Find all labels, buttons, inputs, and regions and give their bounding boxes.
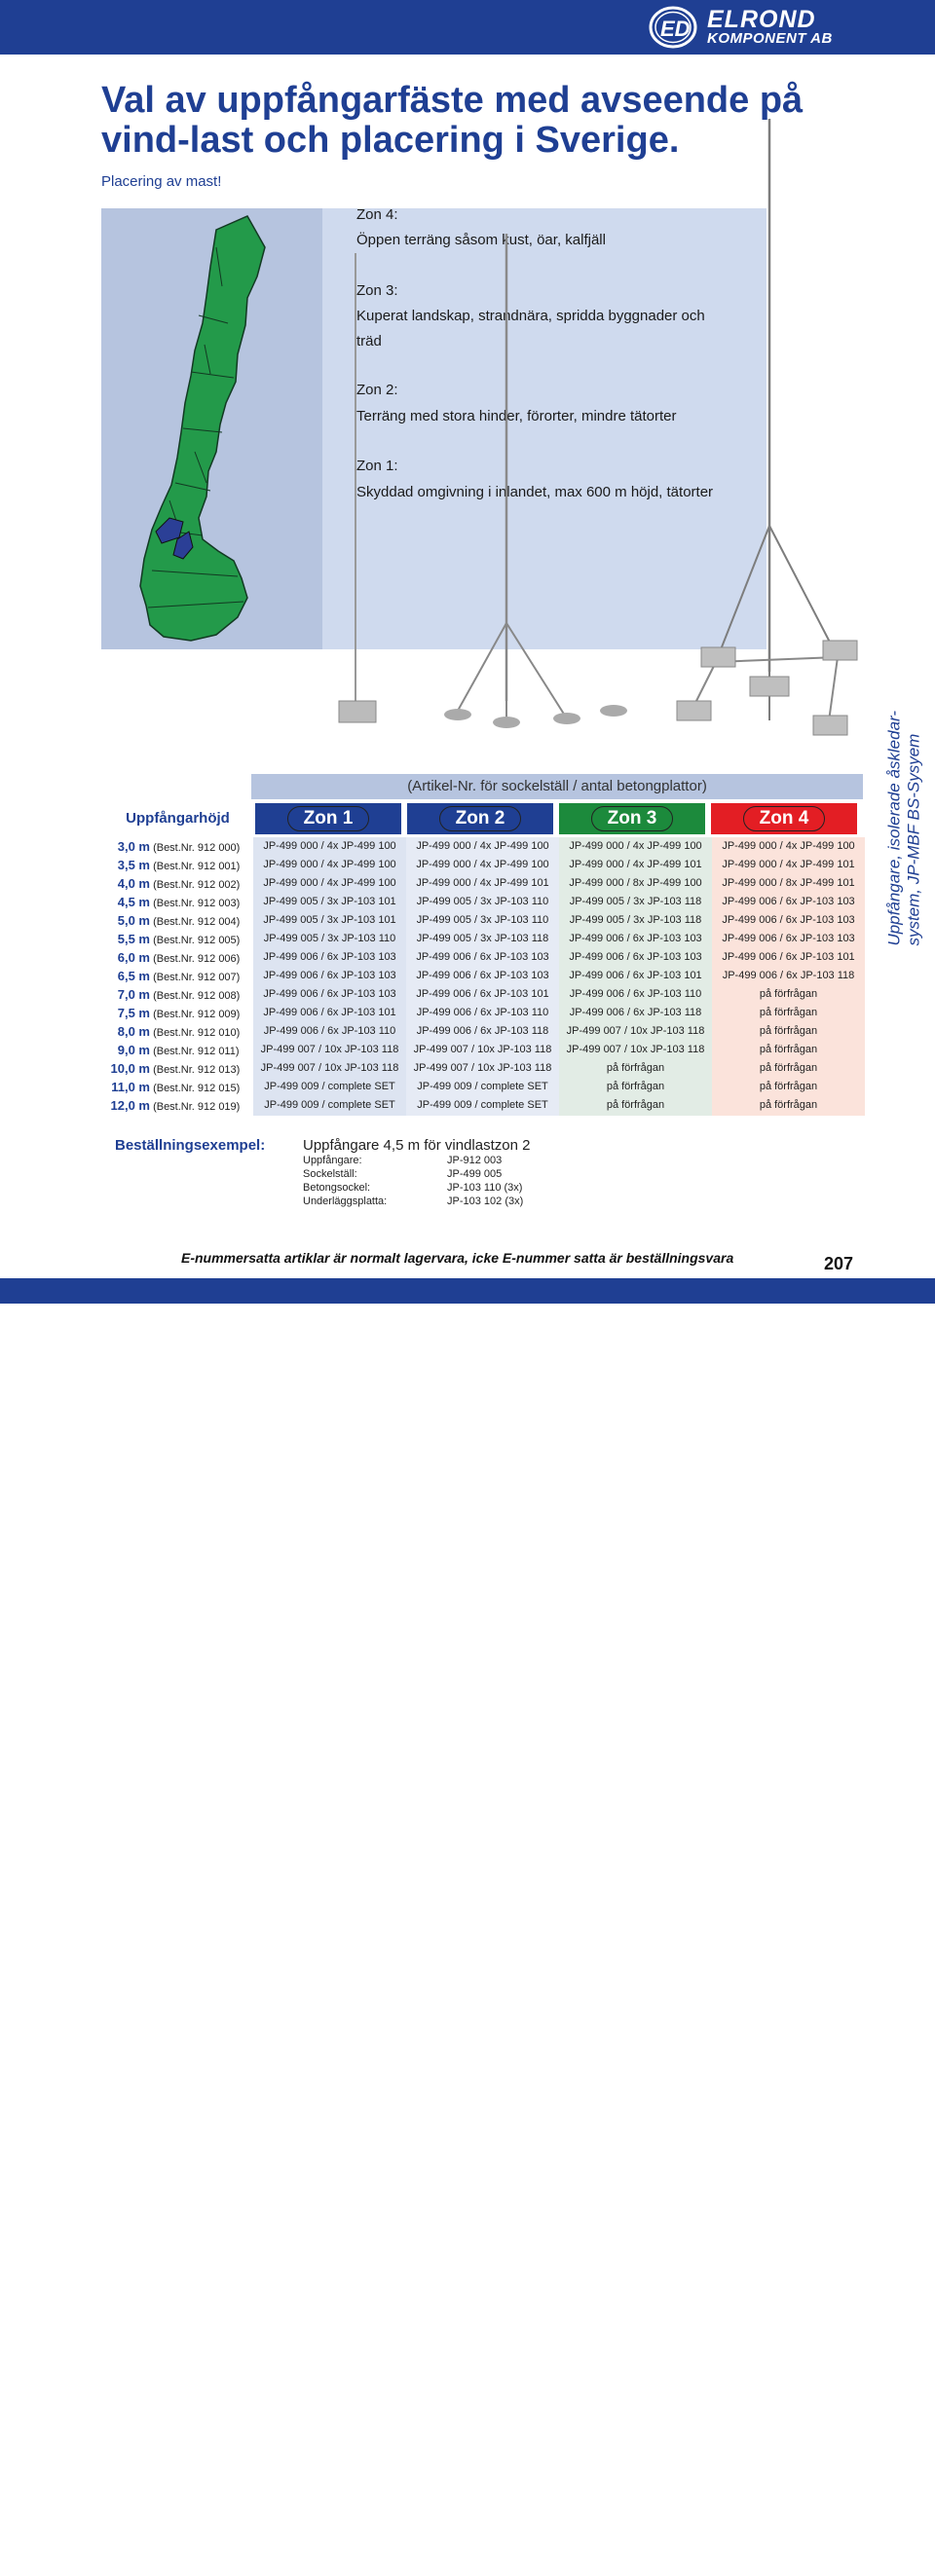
table-cell: på förfrågan [759,1099,818,1111]
table-cell: JP-499 006 / 6x JP-103 103 [263,970,396,981]
table-cell: JP-499 006 / 6x JP-103 101 [263,1007,396,1018]
height-row [107,1059,251,1078]
order-number: (Best.Nr. 912 011) [153,1046,240,1057]
height-row [107,1078,251,1096]
table-cell: JP-499 007 / 10x JP-103 118 [413,1062,552,1074]
zone2-label: Zon 2: [356,382,398,398]
height-value: 12,0 m [110,1098,150,1113]
order-item-value: JP-103 110 (3x) [447,1182,523,1194]
table-cell: på förfrågan [759,1044,818,1055]
order-item-key: Betongsockel: [303,1182,371,1194]
side-caption-line2: system, JP-MBF BS-Sysyem [904,733,922,946]
mast-illustration [321,117,867,750]
table-cell: JP-499 007 / 10x JP-103 118 [566,1044,705,1055]
page-title: Val av uppfångarfäste med avseende på vind-last och placering i Sverige. [101,80,804,162]
table-cell: JP-499 009 / complete SET [417,1099,548,1111]
table-cell: på förfrågan [759,1025,818,1037]
height-column [107,837,251,1115]
table-cell: på förfrågan [606,1081,665,1092]
logo-badge-text: ED [660,17,691,41]
brand-subname: KOMPONENT AB [707,30,833,47]
table-cell: JP-499 009 / complete SET [417,1081,548,1092]
zone2-header-label: Zon 2 [439,806,522,831]
order-number: (Best.Nr. 912 019) [153,1101,241,1113]
table-cell: JP-499 006 / 6x JP-103 110 [569,988,702,1000]
zone3-header [559,803,705,834]
table-cell: JP-499 006 / 6x JP-103 103 [416,970,549,981]
height-column-header: Uppfångarhöjd [126,810,230,827]
table-cell: på förfrågan [606,1099,665,1111]
table-cell: JP-499 007 / 10x JP-103 118 [566,1025,705,1037]
table-cell: JP-499 000 / 8x JP-499 100 [569,877,702,889]
zone1-header-label: Zon 1 [287,806,370,831]
table-caption: (Artikel-Nr. för sockelställ / antal betongplattor) [251,774,863,799]
table-cell: JP-499 005 / 3x JP-103 118 [569,914,702,926]
table-cell: JP-499 000 / 4x JP-499 101 [722,859,855,870]
table-cell: JP-499 006 / 6x JP-103 103 [569,933,702,944]
header-bar [0,0,935,55]
side-caption-line1: Uppfångare, isolerade åskledar- [884,710,904,946]
table-cell: på förfrågan [606,1062,665,1074]
table-cell: JP-499 000 / 8x JP-499 101 [722,877,855,889]
height-value: 5,5 m [117,932,150,946]
height-value: 4,5 m [117,895,150,909]
zone1-header [255,803,401,834]
zone2-column [406,837,559,1116]
table-cell: JP-499 007 / 10x JP-103 118 [260,1062,399,1074]
height-value: 7,0 m [117,987,150,1002]
table-cell: JP-499 006 / 6x JP-103 118 [722,970,855,981]
table-cell: JP-499 007 / 10x JP-103 118 [413,1044,552,1055]
height-row [107,874,251,893]
table-cell: JP-499 006 / 6x JP-103 101 [569,970,702,981]
height-row [107,985,251,1004]
page-number: 207 [824,1254,854,1273]
height-value: 6,5 m [117,969,150,983]
table-cell: JP-499 006 / 6x JP-103 103 [722,896,855,907]
table-cell: JP-499 000 / 4x JP-499 101 [416,877,549,889]
zone1-column [253,837,406,1116]
table-cell: JP-499 000 / 4x JP-499 101 [569,859,702,870]
contact-info: Tel: 08-449 80 80 www.elrond.se info@elrond.se [261,2560,706,2576]
zone4-desc: Öppen terräng såsom kust, öar, kalfjäll [356,232,606,248]
table-cell: JP-499 000 / 4x JP-499 100 [569,840,702,852]
zone1-desc: Skyddad omgivning i inlandet, max 600 m höjd, tätorter [356,484,714,500]
height-row [107,1041,251,1059]
height-row [107,837,251,856]
zone2-header [407,803,553,834]
sweden-map-panel [101,208,322,649]
order-number: (Best.Nr. 912 008) [153,990,241,1002]
table-cell: JP-499 000 / 4x JP-499 100 [416,859,549,870]
order-example-label: Beställningsexempel: [115,1137,266,1154]
zone4-label: Zon 4: [356,206,398,223]
table-cell: JP-499 005 / 3x JP-103 118 [569,896,702,907]
zone2-desc: Terräng med stora hinder, förorter, mindre tätorter [356,408,677,424]
table-cell: JP-499 006 / 6x JP-103 110 [263,1025,396,1037]
height-value: 5,0 m [117,913,150,928]
table-cell: JP-499 005 / 3x JP-103 118 [416,933,549,944]
height-value: 11,0 m [111,1080,150,1094]
height-row [107,1096,251,1115]
table-cell: på förfrågan [759,1007,818,1018]
footer-bar [0,1278,935,2576]
table-cell: på förfrågan [759,1081,818,1092]
table-cell: JP-499 006 / 6x JP-103 101 [722,951,855,963]
order-item-value: JP-912 003 [447,1155,503,1166]
table-cell: JP-499 005 / 3x JP-103 101 [263,896,396,907]
table-cell: JP-499 006 / 6x JP-103 103 [416,951,549,963]
table-cell: JP-499 009 / complete SET [264,1081,395,1092]
order-item-value: JP-499 005 [447,1168,503,1180]
table-cell: JP-499 000 / 4x JP-499 100 [416,840,549,852]
height-value: 9,0 m [117,1043,150,1057]
table-cell: JP-499 005 / 3x JP-103 110 [416,914,549,926]
height-row [107,967,251,985]
height-value: 6,0 m [117,950,150,965]
table-cell: JP-499 000 / 4x JP-499 100 [722,840,855,852]
order-item [303,1182,523,1194]
height-row [107,911,251,930]
height-row [107,856,251,874]
table-cell: JP-499 006 / 6x JP-103 103 [263,951,396,963]
order-number: (Best.Nr. 912 006) [153,953,241,965]
order-number: (Best.Nr. 912 003) [153,898,241,909]
height-value: 4,0 m [117,876,150,891]
height-row [107,948,251,967]
height-value: 3,5 m [117,858,150,872]
zone4-column [712,837,865,1116]
height-row [107,1022,251,1041]
height-row [107,930,251,948]
table-cell: JP-499 005 / 3x JP-103 110 [263,933,396,944]
order-number: (Best.Nr. 912 004) [153,916,241,928]
height-value: 7,5 m [117,1006,150,1020]
zone3-header-label: Zon 3 [591,806,674,831]
height-value: 3,0 m [117,839,150,854]
height-row [107,1004,251,1022]
table-cell: JP-499 006 / 6x JP-103 103 [722,933,855,944]
side-caption [875,654,933,946]
order-number: (Best.Nr. 912 009) [153,1009,241,1020]
order-number: (Best.Nr. 912 010) [153,1027,241,1039]
zone3-column [559,837,712,1116]
table-cell: på förfrågan [759,1062,818,1074]
zone4-header [711,803,857,834]
table-cell: JP-499 006 / 6x JP-103 103 [569,951,702,963]
footnote: E-nummersatta artiklar är normalt lagervara, icke E-nummer satta är beställningsvara [181,1250,734,1266]
table-cell: JP-499 006 / 6x JP-103 101 [416,988,549,1000]
order-number: (Best.Nr. 912 005) [153,935,241,946]
height-row [107,893,251,911]
table-cell: JP-499 005 / 3x JP-103 101 [263,914,396,926]
height-value: 10,0 m [110,1061,150,1076]
order-number: (Best.Nr. 912 000) [153,842,241,854]
table-cell: JP-499 006 / 6x JP-103 103 [722,914,855,926]
table-cell: JP-499 005 / 3x JP-103 110 [416,896,549,907]
order-item [303,1196,524,1207]
table-cell: JP-499 006 / 6x JP-103 118 [416,1025,549,1037]
table-cell: på förfrågan [759,988,818,1000]
table-cell: JP-499 009 / complete SET [264,1099,395,1111]
order-number: (Best.Nr. 912 001) [153,861,241,872]
order-item-value: JP-103 102 (3x) [447,1196,524,1207]
zone3-desc-cont: träd [356,333,382,350]
order-number: (Best.Nr. 912 015) [153,1083,241,1094]
sweden-map-image [101,208,322,649]
elrond-logo-icon [649,6,697,49]
order-item [303,1168,503,1180]
table-cell: JP-499 006 / 6x JP-103 110 [416,1007,549,1018]
zone3-label: Zon 3: [356,282,398,299]
order-number: (Best.Nr. 912 007) [153,972,241,983]
table-cell: JP-499 007 / 10x JP-103 118 [260,1044,399,1055]
table-cell: JP-499 006 / 6x JP-103 118 [569,1007,702,1018]
order-item-key: Underläggsplatta: [303,1196,388,1207]
order-example-title: Uppfångare 4,5 m för vindlastzon 2 [303,1137,531,1154]
table-cell: JP-499 006 / 6x JP-103 103 [263,988,396,1000]
order-item [303,1155,503,1166]
zone1-label: Zon 1: [356,458,398,474]
table-cell: JP-499 000 / 4x JP-499 100 [263,840,396,852]
zone3-desc: Kuperat landskap, strandnära, spridda byggnader och [356,308,705,324]
order-item-key: Sockelställ: [303,1168,357,1180]
order-number: (Best.Nr. 912 013) [153,1064,241,1076]
order-number: (Best.Nr. 912 002) [153,879,241,891]
page-subtitle: Placering av mast! [101,173,222,190]
brand-name: ELROND [707,6,816,33]
order-item-key: Uppfångare: [303,1155,362,1166]
zone4-header-label: Zon 4 [743,806,826,831]
table-cell: JP-499 000 / 4x JP-499 100 [263,859,396,870]
table-cell: JP-499 000 / 4x JP-499 100 [263,877,396,889]
height-value: 8,0 m [117,1024,150,1039]
